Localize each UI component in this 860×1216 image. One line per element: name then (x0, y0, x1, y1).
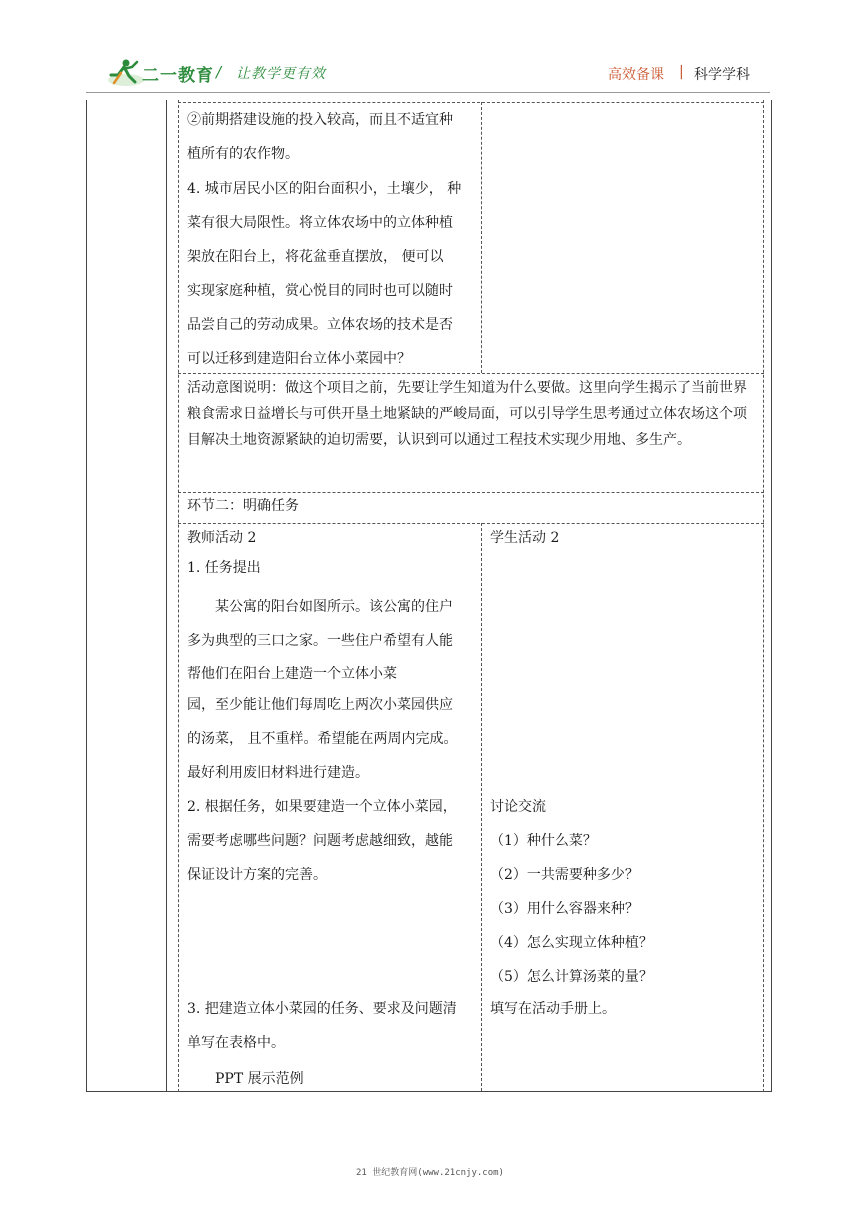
text-line: （2）一共需要种多少？ (490, 867, 639, 883)
text-line: 3. 把建造立体小菜园的任务、要求及问题清 (187, 1001, 457, 1017)
column-divider-2 (481, 523, 482, 1091)
text-line: ②前期搭建设施的投入较高，而且不适宜种 (187, 112, 453, 128)
text-line: （4）怎么实现立体种植？ (490, 935, 653, 951)
text-line: （1）种什么菜？ (490, 833, 597, 849)
header-divider (86, 92, 770, 93)
text-line: PPT 展示范例 (215, 1071, 304, 1087)
row-border-activity (178, 523, 764, 524)
text-line: 品尝自己的劳动成果。立体农场的技术是否 (187, 317, 453, 333)
column-divider-1 (481, 102, 482, 373)
table-border-bottom (86, 1091, 772, 1092)
text-line: 菜有很大局限性。将立体农场中的立体种植 (187, 215, 453, 231)
row-border-stage (178, 492, 764, 493)
table-border-right (771, 100, 772, 1092)
badge-efficient-prep: 高效备课 (608, 67, 664, 83)
slogan-separator: / (216, 63, 222, 81)
text-line: 多为典型的三口之家。一些住户希望有人能 (187, 633, 453, 649)
page-header (0, 0, 860, 100)
inner-border-left (178, 100, 179, 1092)
text-line: 4. 城市居民小区的阳台面积小，土壤少， 种 (187, 181, 462, 197)
text-line: （5）怎么计算汤菜的量？ (490, 969, 653, 985)
badge-separator: | (679, 64, 684, 80)
stage-title: 环节二：明确任务 (187, 498, 299, 514)
text-line: 某公寓的阳台如图所示。该公寓的住户 (215, 599, 453, 615)
inner-border-right (763, 100, 764, 1092)
text-line: 2. 根据任务，如果要建造一个立体小菜园， (187, 799, 457, 815)
text-line: 讨论交流 (490, 799, 546, 815)
text-line: （3）用什么容器来种？ (490, 901, 639, 917)
text-line: 1. 任务提出 (187, 560, 261, 576)
text-line: 可以迁移到建造阳台立体小菜园中？ (187, 351, 411, 367)
text-line: 填写在活动手册上。 (490, 1001, 616, 1017)
text-line: 需要考虑哪些问题？问题考虑越细致，越能 (187, 833, 453, 849)
table-border-column (166, 100, 167, 1092)
text-line: 植所有的农作物。 (187, 146, 299, 162)
text-line: 保证设计方案的完善。 (187, 867, 327, 883)
slogan: 让教学更有效 (236, 66, 326, 82)
page-footer: 21 世纪教育网(www.21cnjy.com) (356, 1168, 504, 1178)
text-line: 单写在表格中。 (187, 1035, 285, 1051)
text-line: 的汤菜， 且不重样。希望能在两周内完成。 (187, 731, 458, 747)
activity-intent-text: 活动意图说明：做这个项目之前，先要让学生知道为什么要做。这里向学生揭示了当前世界粮食需求日益增长与可供开垦土地紧缺的严峻局面，可以引导学生思考通过立体农场这个项目解决土地资源紧缺的迫切需要，认识到可以通过工程技术实现少用地、多生产。 (187, 380, 747, 448)
text-line: 帮他们在阳台上建造一个立体小菜 (187, 666, 397, 682)
row-border-intent (178, 373, 764, 374)
row-border-top (178, 102, 764, 103)
text-line: 架放在阳台上，将花盆垂直摆放， 便可以 (187, 249, 444, 265)
badge-subject: 科学学科 (694, 67, 750, 83)
text-line: 园，至少能让他们每周吃上两次小菜园供应 (187, 697, 453, 713)
teacher-activity-heading: 教师活动 2 (187, 530, 257, 546)
table-border-left (86, 100, 87, 1092)
student-activity-heading: 学生活动 2 (490, 530, 560, 546)
logo-text: 二一教育 (142, 66, 214, 86)
text-line: 最好利用废旧材料进行建造。 (187, 765, 369, 781)
text-line: 实现家庭种植，赏心悦目的同时也可以随时 (187, 283, 453, 299)
